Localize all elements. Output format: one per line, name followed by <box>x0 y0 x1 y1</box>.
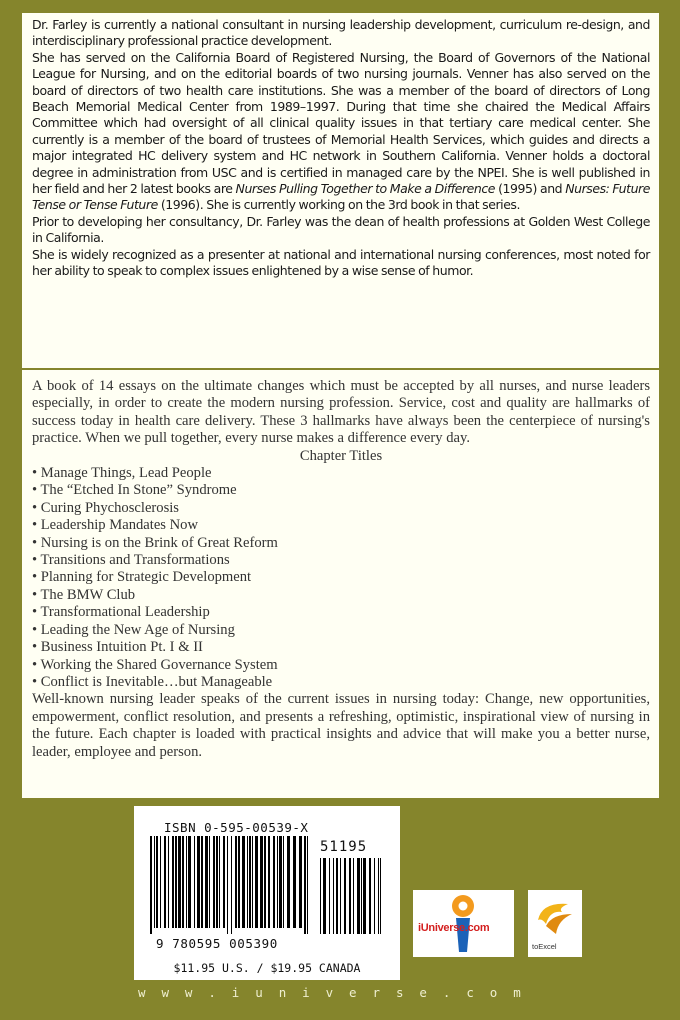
toexcel-logo <box>528 890 582 957</box>
chapter-item: • Manage Things, Lead People <box>32 465 212 482</box>
iuniverse-logo <box>413 890 514 957</box>
barcode-number: 9 780595 005390 <box>156 936 278 951</box>
chapter-item: • Conflict is Inevitable…but Manageable <box>32 673 273 690</box>
chapter-item: • Nursing is on the Brink of Great Reform <box>32 534 278 551</box>
book-tail: (1996). She is currently working on the 3rd book in that series. <box>157 197 521 213</box>
chapter-item: • Leading the New Age of Nursing <box>32 621 235 638</box>
chapter-item: • The “Etched In Stone” Syndrome <box>32 482 237 499</box>
website-url: w w w . i u n i v e r s e . c o m <box>138 985 525 1000</box>
chapter-item: • Planning for Strategic Development <box>32 569 252 586</box>
bio-paragraph-2 <box>32 50 650 214</box>
chapter-item: • The BMW Club <box>32 586 136 603</box>
bio-paragraph-1: Dr. Farley is currently a national consultant in nursing leadership development, curriculum re-design, and interdisciplinary professional practice development. <box>32 17 650 49</box>
description-intro: A book of 14 essays on the ultimate changes which must be accepted by all nurses, and nurse leaders especially, in order to create the modern nursing profession. Service, cost and quality are hallmarks of success today in health care delivery. These 3 hallmarks have always been the centerpiece of nursing's practice. When we pull together, every nurse makes a difference every day. <box>32 378 650 447</box>
isbn-label: ISBN 0-595-00539-X <box>164 820 309 835</box>
chapter-list <box>32 465 650 691</box>
price-label: $11.95 U.S. / $19.95 CANADA <box>173 961 361 975</box>
chapter-titles-heading: Chapter Titles <box>299 447 383 464</box>
book-description-panel <box>22 370 659 798</box>
barcode-box <box>134 806 400 980</box>
iuniverse-logo-text: iUniverse.com <box>418 922 490 934</box>
bio-paragraph-2-text: She has served on the California Board of Registered Nursing, the Board of Governors of the National League for Nursing, and on the editorial boards of two nursing journals. Venner has also served on the board of directors of two health care institutions. She was a member of the board of directors of Long Beach Memorial Medical Center from 1989–1997. During that time she chaired the Medical Affairs Committee which had oversight of all clinical quality issues in that tertiary care medical center. She currently is a member of the board of trustees of Memorial Health Services, which guides and directs a major integrated HC delivery system and HC network in Southern California. Venner holds a doctoral degree in administration from USC and is certified in managed care by the NPEI. She is well published in her field and her 2 latest books are <box>32 49 650 197</box>
description-closing: Well-known nursing leader speaks of the current issues in nursing today: Change, new opportunities, empowerment, conflict resolution, and presents a refreshing, optimistic, inspirational view of nursing in the future. Each chapter is loaded with practical insights and advice that will make you a better nurse, leader, employee and person. <box>32 691 650 760</box>
chapter-item: • Curing Phychosclerosis <box>32 499 179 516</box>
author-bio-panel <box>22 13 659 368</box>
chapter-item: • Working the Shared Governance System <box>32 656 278 673</box>
book-title-2: Nurses: Future Tense or Tense Future <box>32 181 650 213</box>
chapter-item: • Leadership Mandates Now <box>32 517 198 534</box>
bio-paragraph-4: She is widely recognized as a presenter at national and international nursing conferences, most noted for her ability to speak to complex issues enlightened by a wise sense of humor. <box>32 246 650 279</box>
chapter-item: • Transformational Leadership <box>32 604 210 621</box>
book-title-1: Nurses Pulling Together to Make a Difference <box>235 181 496 197</box>
chapter-item: • Transitions and Transformations <box>32 552 230 569</box>
toexcel-logo-text: toExcel <box>532 942 557 951</box>
price-code-label: 51195 <box>320 839 368 855</box>
bio-paragraph-3: Prior to developing her consultancy, Dr. Farley was the dean of health professions at Golden West College in California. <box>32 213 650 246</box>
book-year-1: (1995) and <box>495 181 566 197</box>
chapter-item: • Business Intuition Pt. I & II <box>32 639 203 656</box>
